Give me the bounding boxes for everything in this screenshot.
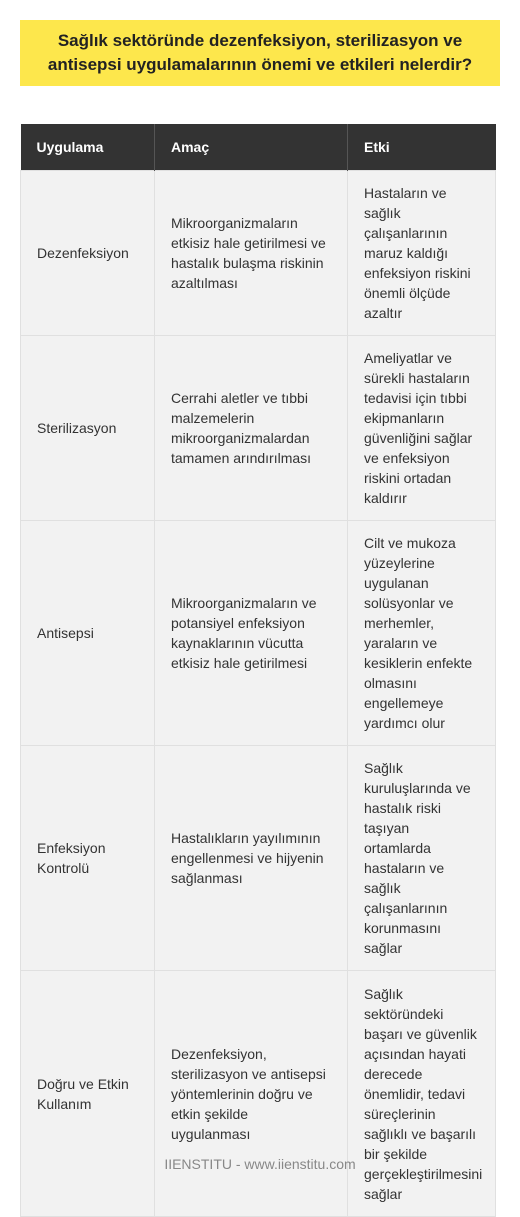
info-table [20, 124, 496, 1217]
cell-etki: Cilt ve mukoza yüzeylerine uygulanan solüsyonlar ve merhemler, yaraların ve kesiklerin enfekte olmasını engellemeye yardımcı olur [348, 521, 496, 746]
page-title: Sağlık sektöründe dezenfeksiyon, sterilizasyon ve antisepsi uygulamalarının önemi ve etkileri nelerdir? [47, 31, 473, 74]
cell-amac: Cerrahi aletler ve tıbbi malzemelerin mikroorganizmalardan tamamen arındırılması [155, 336, 348, 521]
table-header-row [21, 124, 496, 171]
cell-uygulama: Antisepsi [21, 521, 155, 746]
cell-etki: Hastaların ve sağlık çalışanlarının maruz kaldığı enfeksiyon riskini önemli ölçüde azaltır [348, 171, 496, 336]
cell-amac: Hastalıkların yayılımının engellenmesi ve hijyenin sağlanması [155, 746, 348, 971]
cell-etki: Ameliyatlar ve sürekli hastaların tedavisi için tıbbi ekipmanların güvenliğini sağlar ve enfeksiyon riskini ortadan kaldırır [348, 336, 496, 521]
cell-amac: Dezenfeksiyon, sterilizasyon ve antisepsi yöntemlerinin doğru ve etkin şekilde uygulanması [155, 971, 348, 1217]
table-row [21, 171, 496, 336]
column-header-etki: Etki [348, 124, 496, 171]
cell-etki: Sağlık kuruluşlarında ve hastalık riski taşıyan ortamlarda hastaların ve sağlık çalışanlarının korunmasını sağlar [348, 746, 496, 971]
table-row [21, 336, 496, 521]
column-header-uygulama: Uygulama [21, 124, 155, 171]
cell-uygulama: Doğru ve Etkin Kullanım [21, 971, 155, 1217]
footer-credit: IIENSTITU - www.iienstitu.com [164, 1156, 356, 1172]
table-row [21, 746, 496, 971]
title-banner [20, 20, 500, 86]
cell-uygulama: Enfeksiyon Kontrolü [21, 746, 155, 971]
cell-uygulama: Sterilizasyon [21, 336, 155, 521]
column-header-amac: Amaç [155, 124, 348, 171]
cell-etki: Sağlık sektöründeki başarı ve güvenlik açısından hayati derecede önemlidir, tedavi süreçlerinin sağlıklı ve başarılı bir şekilde gerçekleştirilmesini sağlar [348, 971, 496, 1217]
cell-amac: Mikroorganizmaların etkisiz hale getirilmesi ve hastalık bulaşma riskinin azaltılması [155, 171, 348, 336]
table-row [21, 971, 496, 1217]
table-row [21, 521, 496, 746]
cell-uygulama: Dezenfeksiyon [21, 171, 155, 336]
cell-amac: Mikroorganizmaların ve potansiyel enfeksiyon kaynaklarının vücutta etkisiz hale getirilmesi [155, 521, 348, 746]
